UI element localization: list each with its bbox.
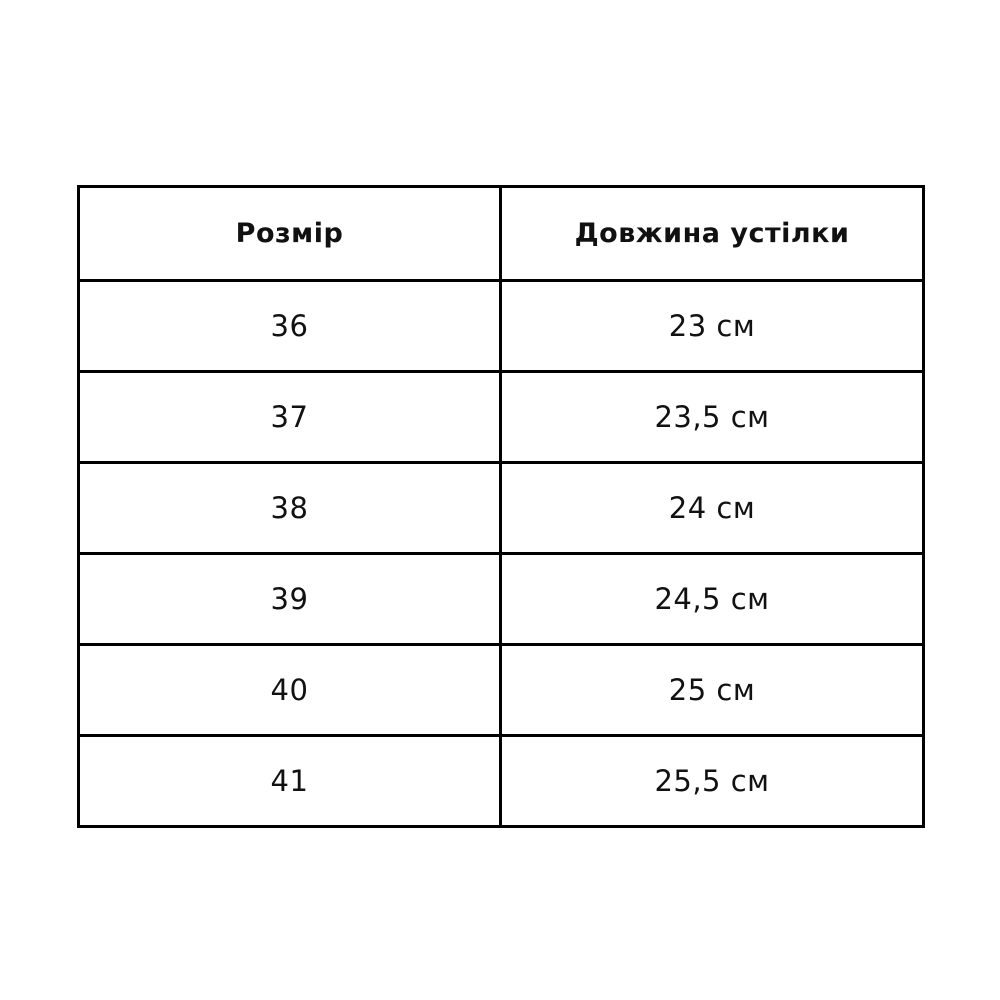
cell-insole-length: 24 см: [501, 463, 924, 554]
cell-insole-length: 25,5 см: [501, 736, 924, 827]
column-header-insole-length: Довжина устілки: [501, 187, 924, 281]
cell-insole-length: 23 см: [501, 281, 924, 372]
table-row: [79, 372, 924, 463]
cell-size: 40: [79, 645, 501, 736]
table-body: [79, 281, 924, 827]
table-row: [79, 463, 924, 554]
table-header: [79, 187, 924, 281]
cell-size: 38: [79, 463, 501, 554]
cell-insole-length: 23,5 см: [501, 372, 924, 463]
cell-insole-length: 24,5 см: [501, 554, 924, 645]
table-header-row: [79, 187, 924, 281]
cell-size: 36: [79, 281, 501, 372]
table-row: [79, 281, 924, 372]
table-row: [79, 645, 924, 736]
column-header-size: Розмір: [79, 187, 501, 281]
cell-size: 41: [79, 736, 501, 827]
table-row: [79, 736, 924, 827]
size-chart-container: [77, 185, 922, 828]
cell-size: 37: [79, 372, 501, 463]
size-chart-table: [77, 185, 925, 828]
table-row: [79, 554, 924, 645]
cell-size: 39: [79, 554, 501, 645]
cell-insole-length: 25 см: [501, 645, 924, 736]
